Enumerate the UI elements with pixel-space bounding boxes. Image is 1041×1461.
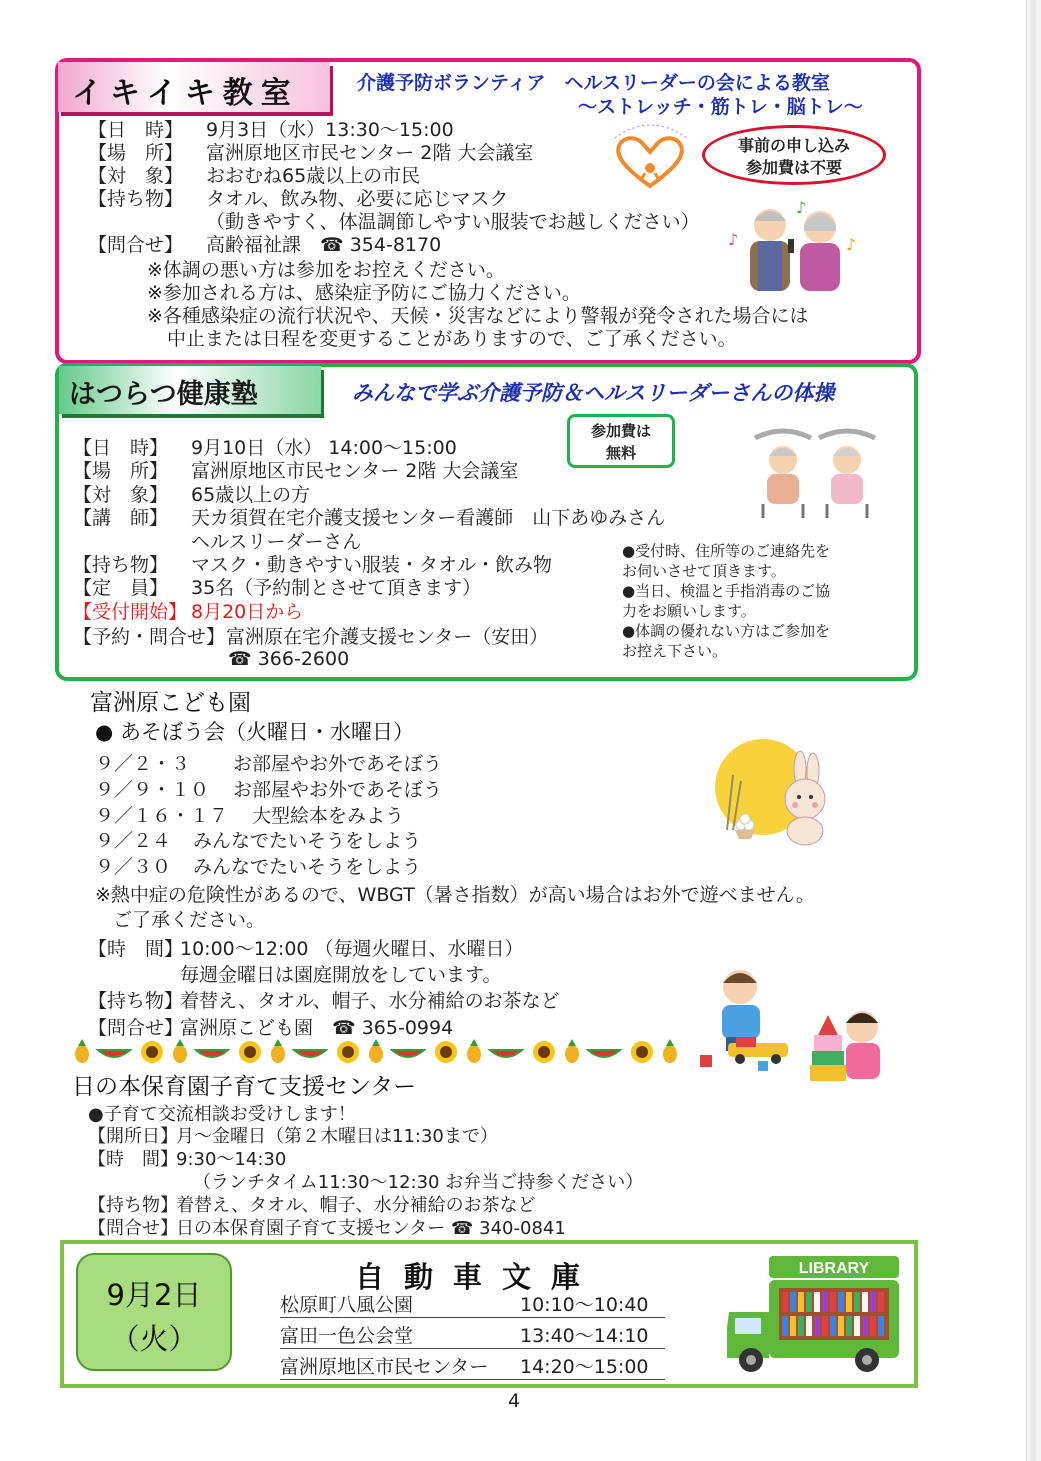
book-spine	[814, 1292, 820, 1312]
pineapple-icon	[663, 1045, 677, 1063]
pineapple-icon	[271, 1045, 285, 1063]
library-stop: 富田一色公会堂 13:40～14:10	[280, 1321, 665, 1349]
singing-seniors-illustration	[728, 195, 858, 295]
pineapple-icon	[565, 1045, 579, 1063]
book-spine	[822, 1292, 828, 1312]
kodomo-schedule-row: ９／３０ みんなでたいそうをしよう	[95, 856, 422, 878]
pineapple-leaf	[176, 1039, 184, 1046]
svg-text:♪: ♪	[846, 235, 857, 254]
book-spine	[870, 1292, 876, 1312]
book-spine	[782, 1316, 788, 1336]
sunflower-center	[342, 1046, 354, 1058]
library-date: 9月2日	[106, 1278, 202, 1312]
sunflower-center	[244, 1046, 256, 1058]
book-spine	[830, 1292, 836, 1312]
pineapple-leaf	[78, 1039, 86, 1046]
ikiiki-subtitle-1: 介護予防ボランティア ヘルスリーダーの会による教室	[357, 72, 830, 94]
ikiiki-note: ※参加される方は、感染症予防にご協力ください。	[147, 282, 581, 304]
library-stop: 松原町八風公園 10:10～10:40	[280, 1290, 665, 1318]
page-number: 4	[508, 1390, 521, 1412]
ikiiki-note: 中止または日程を変更することがありますので、ご了承ください。	[167, 328, 737, 350]
watermelon-icon	[392, 1050, 424, 1057]
book-spine	[878, 1316, 884, 1336]
kodomo-title: 富洲原こども園	[90, 690, 251, 716]
moon-rabbit-illustration	[705, 735, 835, 845]
hatsuratsu-note: お伺いさせて頂きます。	[622, 562, 786, 580]
sunflower-center	[538, 1046, 550, 1058]
kodomo-subtitle: ● あそぼう会（火曜日・水曜日）	[95, 720, 414, 744]
book-spine	[822, 1316, 828, 1336]
watermelon-icon	[588, 1050, 620, 1057]
health-leader-heart-logo	[605, 118, 695, 198]
library-stop: 富洲原地区市民センター 14:20～15:00	[280, 1352, 665, 1380]
book-spine	[782, 1292, 788, 1312]
hatsuratsu-contact-phone: ☎ 366-2600	[228, 648, 350, 670]
hinomoto-row-items: 【持ち物】 着替え、タオル、帽子、水分補給のお茶など	[88, 1195, 536, 1216]
book-spine	[806, 1316, 812, 1336]
sunflower-center	[636, 1046, 648, 1058]
book-spine	[862, 1292, 868, 1312]
book-spine	[790, 1316, 796, 1336]
ikiiki-title-banner	[58, 62, 330, 112]
ikiiki-subtitle-2: ～ストレッチ・筋トレ・脳トレ～	[578, 96, 863, 118]
hatsuratsu-subtitle: みんなで学ぶ介護予防＆ヘルスリーダーさんの体操	[352, 381, 835, 405]
hatsuratsu-fee-box: 参加費は 無料	[567, 414, 675, 468]
hatsuratsu-title: はつらつ健康塾	[69, 379, 258, 410]
pineapple-icon	[75, 1045, 89, 1063]
summer-decorative-border	[72, 1038, 692, 1066]
sunflower-center	[146, 1046, 158, 1058]
book-spine	[798, 1316, 804, 1336]
svg-text:♪: ♪	[796, 198, 807, 217]
hatsuratsu-title-banner	[59, 366, 321, 414]
pineapple-icon	[369, 1045, 383, 1063]
sunflower-center	[440, 1046, 452, 1058]
book-spine	[846, 1292, 852, 1312]
library-date-box	[76, 1253, 232, 1371]
pineapple-leaf	[372, 1039, 380, 1046]
pineapple-leaf	[666, 1039, 674, 1046]
kodomo-schedule-row: ９／２・３ お部屋やお外であそぼう	[95, 753, 443, 775]
book-spine	[862, 1316, 868, 1336]
hinomoto-consultation: ●子育て交流相談お受けします！	[88, 1104, 356, 1125]
hinomoto-row-open: 【開所日】 月～金曜日（第２木曜日は11:30まで）	[88, 1126, 498, 1147]
kodomo-row-contact: 【問合せ】 富洲原こども園 ☎ 365-0994	[88, 1017, 454, 1039]
book-spine	[798, 1292, 804, 1312]
book-spine	[878, 1292, 884, 1312]
book-spine	[870, 1316, 876, 1336]
book-spine	[846, 1316, 852, 1336]
book-spine	[814, 1316, 820, 1336]
book-spine	[854, 1292, 860, 1312]
svg-text:♪: ♪	[728, 230, 739, 249]
book-spine	[854, 1316, 860, 1336]
library-title: 自動車文庫	[355, 1260, 601, 1294]
kodomo-row-time: 【時 間】 10:00～12:00 （毎週火曜日、水曜日）	[88, 938, 524, 960]
library-weekday: （火）	[110, 1322, 198, 1356]
book-spine	[806, 1292, 812, 1312]
hatsuratsu-note: お控え下さい。	[622, 642, 728, 660]
hinomoto-row-contact: 【問合せ】 日の本保育園子育て支援センター ☎ 340-0841	[88, 1218, 566, 1239]
kodomo-heat-note-2: ご了承ください。	[113, 909, 266, 931]
ikiiki-title: イキイキ教室	[72, 76, 299, 111]
pineapple-icon	[173, 1045, 187, 1063]
ikiiki-registration-oval: 事前の申し込み 参加費は不要	[702, 125, 886, 185]
kodomo-schedule-row: ９／９・１０ お部屋やお外であそぼう	[95, 779, 443, 801]
pineapple-icon	[467, 1045, 481, 1063]
hatsuratsu-note: 力をお願いします。	[622, 602, 756, 620]
exercise-seniors-illustration	[745, 420, 885, 520]
pineapple-leaf	[470, 1039, 478, 1046]
library-truck-illustration	[725, 1252, 905, 1376]
book-spine	[830, 1316, 836, 1336]
kodomo-row-items: 【持ち物】 着替え、タオル、帽子、水分補給のお茶など	[88, 990, 560, 1012]
library-truck-sign: LIBRARY	[798, 1260, 870, 1277]
watermelon-icon	[294, 1050, 326, 1057]
hinomoto-row-time: 【時 間】 9:30～14:30	[88, 1149, 287, 1170]
pineapple-leaf	[274, 1039, 282, 1046]
kodomo-heat-note: ※熱中症の危険性があるので、WBGT（暑さ指数）が高い場合はお外で遊べません。	[95, 884, 815, 906]
ikiiki-note: ※体調の悪い方は参加をお控えください。	[147, 259, 505, 281]
watermelon-icon	[196, 1050, 228, 1057]
hatsuratsu-note: ●体調の優れない方はご参加を	[622, 622, 831, 640]
page-scrollbar[interactable]	[1026, 0, 1041, 1461]
ikiiki-note: ※各種感染症の流行状況や、天候・災害などにより警報が発令された場合には	[147, 305, 809, 327]
book-spine	[838, 1316, 844, 1336]
watermelon-icon	[98, 1050, 130, 1057]
hinomoto-title: 日の本保育園子育て支援センター	[72, 1074, 417, 1100]
book-spine	[838, 1292, 844, 1312]
kodomo-schedule-row: ９／２４ みんなでたいそうをしよう	[95, 830, 422, 852]
watermelon-icon	[490, 1050, 522, 1057]
kodomo-schedule-row: ９／１６・１７ 大型絵本をみよう	[95, 805, 405, 827]
pineapple-leaf	[568, 1039, 576, 1046]
hatsuratsu-note: ●当日、検温と手指消毒のご協	[622, 582, 831, 600]
children-playing-blocks-illustration	[700, 965, 895, 1095]
book-spine	[790, 1292, 796, 1312]
hatsuratsu-note: ●受付時、住所等のご連絡先を	[622, 542, 831, 560]
